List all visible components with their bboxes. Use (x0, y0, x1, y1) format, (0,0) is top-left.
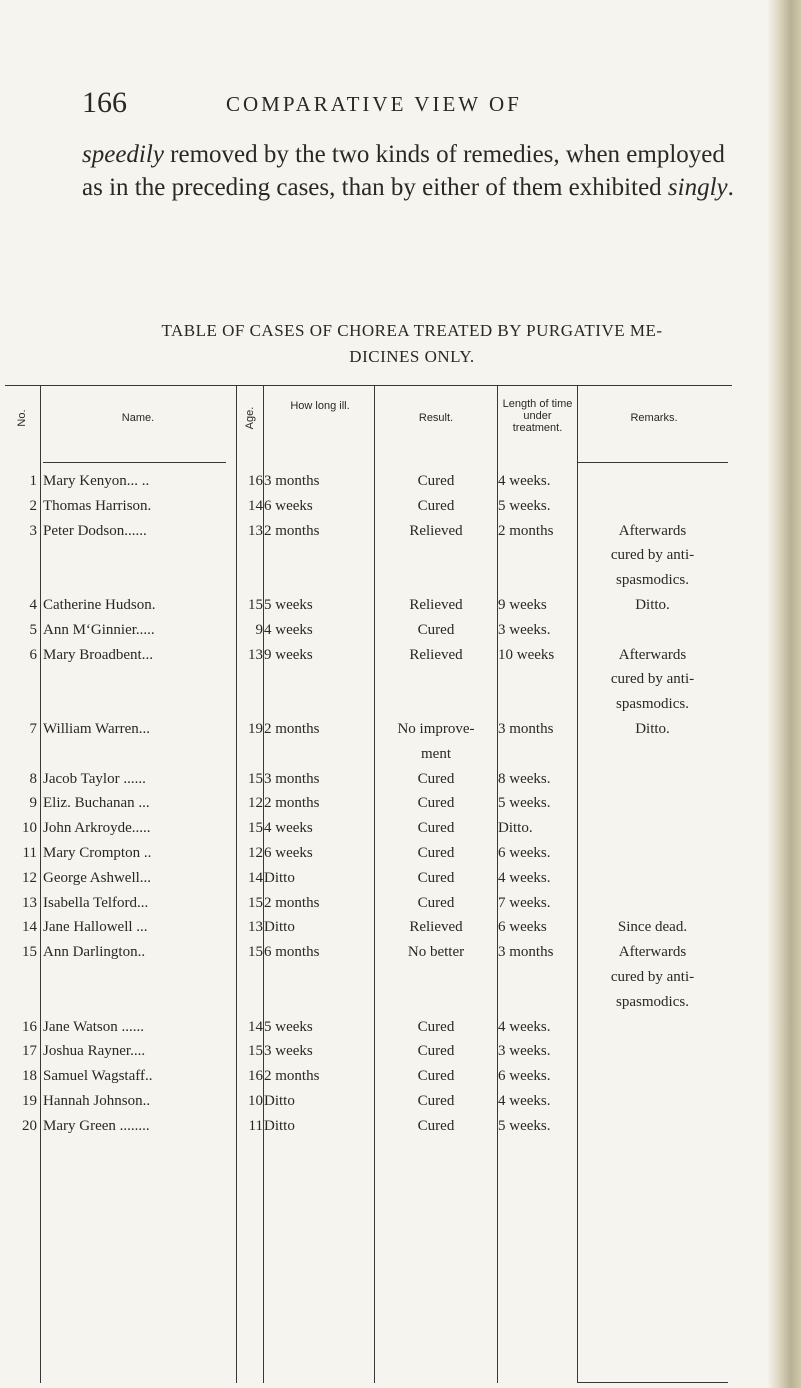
cell-no: 17 (22, 1043, 37, 1060)
cell-result: Cured (417, 1018, 455, 1035)
cell-no: 13 (22, 894, 37, 911)
cell-age: 12 (248, 845, 263, 861)
cell-no: 1 (29, 473, 37, 489)
cell-no: 14 (22, 919, 37, 936)
cell-how-long-ill: 2 months (264, 894, 320, 911)
cell-result: Cured (417, 795, 455, 812)
cell-name: Peter Dodson...... (43, 522, 147, 539)
cell-name: Catherine Hudson. (43, 597, 156, 613)
cell-remarks: cured by anti- (610, 671, 695, 688)
cell-no: 15 (22, 944, 37, 961)
cell-age: 13 (248, 646, 263, 663)
cell-age: 10 (248, 1093, 263, 1109)
cell-remarks: Afterwards (618, 522, 687, 539)
cell-result: Relieved (409, 646, 463, 663)
header-how-long-ill: How long ill. (290, 400, 350, 412)
cell-no: 6 (29, 646, 37, 663)
cell-name: Mary Broadbent... (43, 646, 153, 663)
cell-length: 5 weeks. (498, 795, 551, 812)
cell-name: Mary Crompton .. (43, 845, 152, 861)
cell-age: 15 (248, 597, 263, 613)
cell-age: 12 (248, 795, 263, 812)
cell-result: Cured (417, 820, 455, 837)
cell-name: Mary Kenyon... .. (43, 473, 150, 489)
cell-name: Ann M‘Ginnier..... (43, 621, 155, 638)
cell-length: 2 months (498, 522, 554, 539)
cell-age: 15 (248, 894, 263, 911)
cell-no: 18 (22, 1068, 37, 1085)
cell-name: Jane Hallowell ... (43, 919, 148, 936)
cell-remarks: cured by anti- (610, 969, 695, 985)
cell-no: 2 (29, 497, 37, 514)
header-remarks: Remarks. (630, 412, 678, 424)
cell-how-long-ill: 2 months (264, 1068, 320, 1085)
header-result: Result. (418, 412, 454, 424)
cell-no: 3 (29, 522, 37, 539)
cell-no: 8 (29, 770, 37, 787)
cell-how-long-ill: 3 months (264, 770, 320, 787)
cell-age: 14 (248, 1018, 263, 1035)
cell-name: Jacob Taylor ...... (43, 770, 146, 787)
header-length: Length of time under treatment. (502, 398, 573, 434)
cell-result: Cured (417, 1068, 455, 1085)
cell-how-long-ill: 6 months (264, 944, 320, 961)
cell-result: Cured (417, 621, 455, 638)
cell-name: William Warren... (43, 721, 151, 737)
cell-how-long-ill: 6 weeks (264, 497, 313, 514)
emphasis-singly: singly (667, 174, 728, 201)
cell-remarks: spasmodics. (616, 572, 689, 589)
cell-length: 4 weeks. (498, 473, 551, 489)
header-under-rule (43, 462, 226, 463)
cell-remarks: spasmodics. (616, 993, 689, 1010)
cell-how-long-ill: Ditto (264, 1117, 295, 1134)
cell-age: 14 (248, 869, 263, 886)
cell-how-long-ill: 5 weeks (264, 1018, 313, 1035)
cell-length: 4 weeks. (498, 1018, 551, 1035)
cell-age: 15 (248, 1043, 263, 1060)
cell-length: 5 weeks. (498, 497, 551, 514)
cell-remarks: Ditto. (635, 597, 670, 613)
table-title-line1: TABLE OF CASES OF CHOREA TREATED BY PURGATIVE ME- (161, 321, 663, 340)
cell-name: Mary Green ........ (43, 1117, 150, 1134)
cell-length: 3 months (498, 944, 554, 961)
cell-result: Cured (417, 1043, 455, 1060)
cell-age: 15 (248, 944, 263, 961)
cell-name: Eliz. Buchanan ... (43, 795, 150, 812)
cell-no: 19 (22, 1093, 37, 1109)
cell-age: 11 (248, 1117, 263, 1134)
emphasis-speedily: speedily (82, 141, 164, 168)
cell-age: 19 (248, 721, 263, 737)
cell-length: 3 months (498, 721, 554, 737)
cell-name: John Arkroyde..... (43, 820, 151, 837)
cell-name: Samuel Wagstaff.. (43, 1068, 153, 1085)
cell-how-long-ill: 9 weeks (264, 646, 313, 663)
cell-length: 4 weeks. (498, 1093, 551, 1109)
cell-remarks: cured by anti- (610, 547, 695, 564)
cell-result: Cured (417, 869, 455, 886)
cell-result: No better (407, 944, 465, 961)
cell-how-long-ill: 6 weeks (264, 845, 313, 861)
cell-result: Cured (417, 1117, 455, 1134)
cell-remarks: spasmodics. (616, 696, 689, 713)
cell-age: 15 (248, 770, 263, 787)
cell-length: 6 weeks (498, 919, 547, 936)
cell-age: 16 (248, 1068, 263, 1085)
cell-length: 5 weeks. (498, 1117, 551, 1134)
cell-name: Hannah Johnson.. (43, 1093, 151, 1109)
cell-length: 6 weeks. (498, 1068, 551, 1085)
table-title (82, 318, 742, 370)
cell-no: 7 (29, 721, 37, 737)
cell-how-long-ill: Ditto (264, 919, 295, 936)
running-header (82, 86, 722, 122)
cell-no: 10 (22, 820, 37, 837)
cell-how-long-ill: 2 months (264, 522, 320, 539)
cell-result: Cured (417, 845, 455, 861)
cell-no: 9 (29, 795, 37, 812)
cell-how-long-ill: 5 weeks (264, 597, 313, 613)
cell-result: Cured (417, 1093, 455, 1109)
cell-no: 5 (29, 621, 37, 638)
cell-result: Cured (417, 894, 455, 911)
cell-name: Ann Darlington.. (43, 944, 146, 961)
cell-how-long-ill: 3 weeks (264, 1043, 313, 1060)
cell-name: Jane Watson ...... (43, 1018, 145, 1035)
cell-remarks: Since dead. (617, 919, 688, 936)
cell-how-long-ill: Ditto (264, 1093, 295, 1109)
paragraph-text: removed by the two kinds of remedies, when employed as in the preceding cases, than by either of them exhibited (82, 141, 725, 201)
cell-how-long-ill: 2 months (264, 721, 320, 737)
header-name: Name. (121, 412, 155, 424)
cell-length: 4 weeks. (498, 869, 551, 886)
cell-remarks: Afterwards (618, 944, 687, 961)
cell-age: 13 (248, 919, 263, 936)
cell-result: Cured (417, 497, 455, 514)
cell-no: 4 (29, 597, 37, 613)
cell-length: 7 weeks. (498, 894, 551, 911)
cell-result: No improve- (397, 721, 475, 737)
cell-age: 15 (248, 820, 263, 837)
cell-result: Relieved (409, 597, 463, 613)
cell-length: 3 weeks. (498, 1043, 551, 1060)
cell-length: 6 weeks. (498, 845, 551, 861)
cell-length: 9 weeks (498, 597, 547, 613)
cell-length: 10 weeks (498, 646, 555, 663)
cell-how-long-ill: Ditto (264, 869, 295, 886)
body-paragraph (82, 138, 742, 204)
cell-age: 14 (248, 497, 263, 514)
page-number: 166 (82, 86, 127, 119)
cell-result: Cured (417, 770, 455, 787)
cell-no: 12 (22, 869, 37, 886)
cell-remarks: Afterwards (618, 646, 687, 663)
cell-how-long-ill: 3 months (264, 473, 320, 489)
cell-how-long-ill: 4 weeks (264, 820, 313, 837)
table-top-rule (5, 385, 732, 386)
cell-no: 16 (22, 1018, 37, 1035)
cell-length: Ditto. (498, 820, 533, 837)
cell-name: Thomas Harrison. (43, 497, 152, 514)
table-bottom-rule (578, 1382, 728, 1383)
cell-no: 11 (22, 845, 37, 861)
cell-length: 8 weeks. (498, 770, 551, 787)
cell-result: Relieved (409, 522, 463, 539)
cell-how-long-ill: 2 months (264, 795, 320, 812)
cell-result: Relieved (409, 919, 463, 936)
cell-length: 3 weeks. (498, 621, 551, 638)
header-under-rule-remarks (578, 462, 728, 463)
cell-name: George Ashwell... (43, 869, 152, 886)
cell-how-long-ill: 4 weeks (264, 621, 313, 638)
cell-name: Joshua Rayner.... (43, 1043, 146, 1060)
cell-age: 16 (248, 473, 263, 489)
cell-age: 9 (255, 621, 263, 638)
cell-result-continued: ment (421, 745, 451, 762)
cell-name: Isabella Telford... (43, 894, 149, 911)
page-edge-shadow (767, 0, 801, 1388)
cell-age: 13 (248, 522, 263, 539)
cell-no: 20 (22, 1117, 37, 1134)
table-title-line2: DICINES ONLY. (349, 347, 475, 366)
header-age: Age. (244, 406, 256, 430)
cell-result: Cured (417, 473, 455, 489)
paragraph-end: . (727, 174, 734, 201)
header-no: No. (16, 409, 28, 427)
col-divider (40, 385, 41, 1383)
running-title: COMPARATIVE VIEW OF (226, 92, 522, 116)
cell-remarks: Ditto. (635, 721, 670, 737)
